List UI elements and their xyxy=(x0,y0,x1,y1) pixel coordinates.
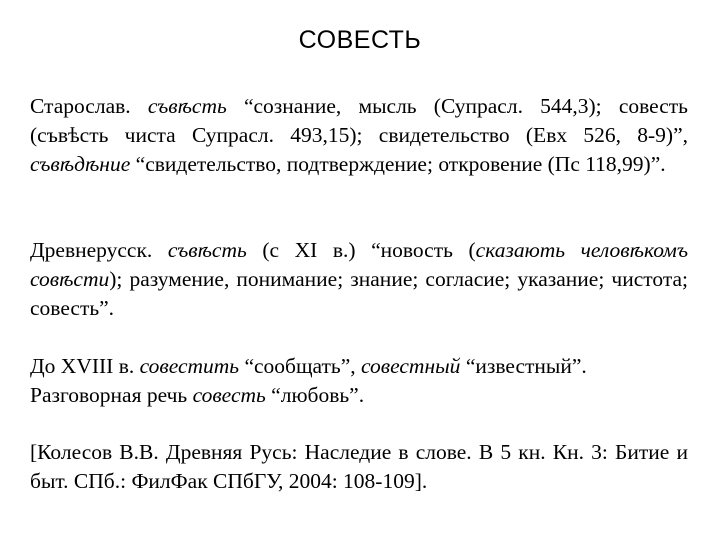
italic-term: совестный xyxy=(361,354,461,378)
text-span: “сознание, мысль (Супрасл. 544,3); совесть (съвѣсть чиста Супрасл. 493,15); свидетельство (Евх 526, 8-9)”, xyxy=(30,94,688,147)
text-span: (с XI в.) “новость ( xyxy=(246,238,476,262)
italic-term: съвѣсть xyxy=(147,94,227,118)
text-span: “известный”. xyxy=(460,354,587,378)
text-span: “сообщать”, xyxy=(239,354,362,378)
text-span: “свидетельство, подтверждение; откровение (Пс 118,99)”. xyxy=(130,152,666,176)
text-span: Разговорная речь xyxy=(30,383,193,407)
italic-term: съвѣдѣние xyxy=(30,152,131,176)
italic-term: совестить xyxy=(139,354,240,378)
text-span: Древнерусск. xyxy=(30,238,168,262)
citation: [Колесов В.В. Древняя Русь: Наследие в слове. В 5 кн. Кн. 3: Битие и быт. СПб.: ФилФак СПбГУ, 2004: 108-109]. xyxy=(30,440,688,493)
italic-term: совесть xyxy=(192,383,266,407)
page-title: СОВЕСТЬ xyxy=(298,26,422,54)
text-span: До XVIII в. xyxy=(30,354,140,378)
paragraph-eighteenth-century xyxy=(30,352,688,410)
paragraph-old-church-slavonic xyxy=(30,92,688,179)
text-span: “любовь”. xyxy=(265,383,365,407)
italic-quote: сказають человѣкомъ совѣсти xyxy=(30,238,689,291)
text-span: ); разумение, понимание; знание; согласие; указание; чистота; совесть”. xyxy=(30,267,688,320)
italic-term: съвѣсть xyxy=(167,238,247,262)
paragraph-old-russian xyxy=(30,236,688,323)
text-span: Старослав. xyxy=(30,94,148,118)
